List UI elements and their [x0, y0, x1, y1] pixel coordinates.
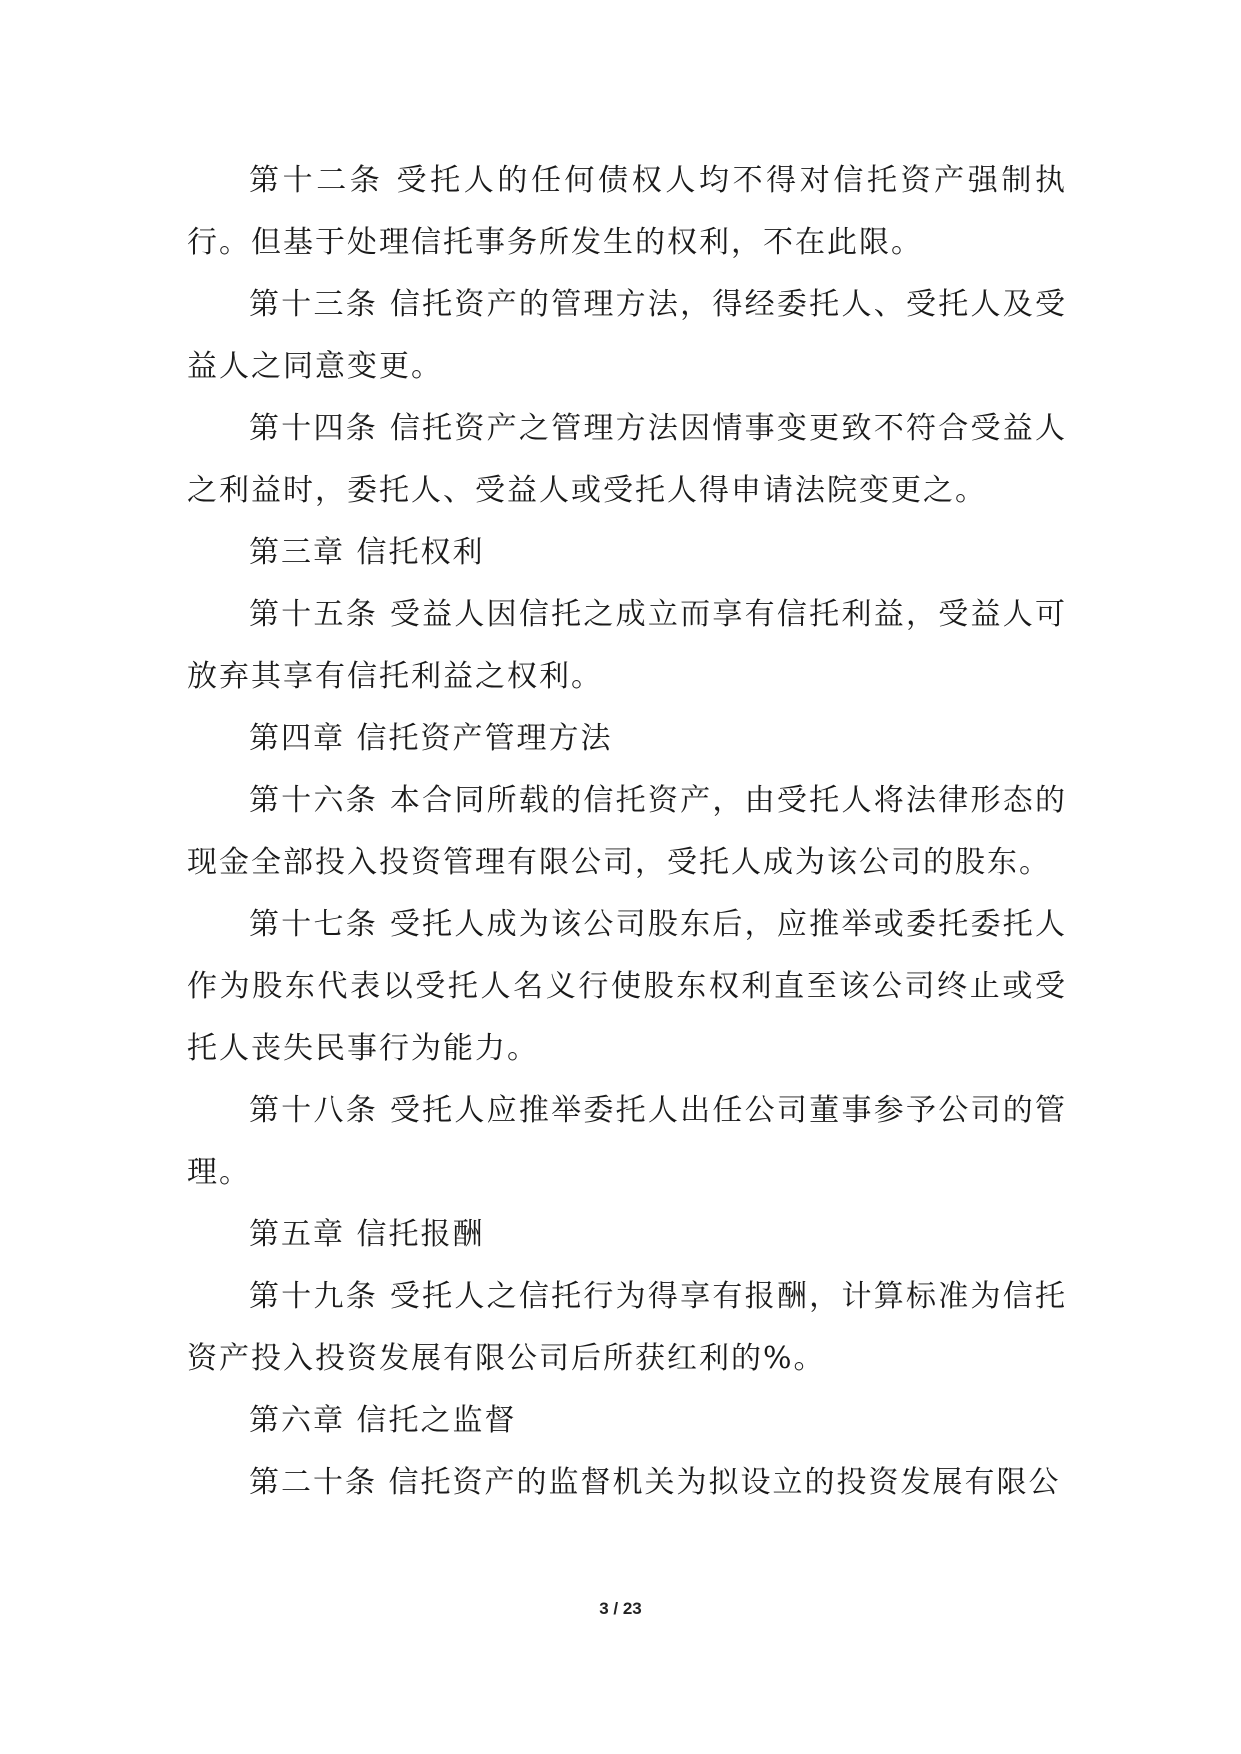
chapter-3-heading: 第三章 信托权利 [249, 535, 485, 570]
article-20: 第二十条 信托资产的监督机关为拟设立的投资发展有限公 [249, 1465, 1061, 1500]
article-18: 第十八条 受托人应推举委托人出任公司董事参予公司的管理。 [187, 1093, 1067, 1190]
article-12: 第十二条 受托人的任何债权人均不得对信托资产强制执行。但基于处理信托事务所发生的权利，不在此限。 [187, 163, 1067, 260]
article-17: 第十七条 受托人成为该公司股东后，应推举或委托委托人作为股东代表以受托人名义行使股东权利直至该公司终止或受托人丧失民事行为能力。 [187, 907, 1067, 1066]
article-14: 第十四条 信托资产之管理方法因情事变更致不符合受益人之利益时，委托人、受益人或受托人得申请法院变更之。 [187, 411, 1067, 508]
article-19: 第十九条 受托人之信托行为得享有报酬，计算标准为信托资产投入投资发展有限公司后所获红利的%。 [187, 1279, 1067, 1376]
article-15: 第十五条 受益人因信托之成立而享有信托利益，受益人可放弃其享有信托利益之权利。 [187, 597, 1067, 694]
document-body [187, 150, 1067, 1514]
article-16: 第十六条 本合同所载的信托资产，由受托人将法律形态的现金全部投入投资管理有限公司，受托人成为该公司的股东。 [187, 783, 1067, 880]
chapter-5-heading: 第五章 信托报酬 [249, 1217, 485, 1252]
chapter-6-heading: 第六章 信托之监督 [249, 1403, 517, 1438]
chapter-4-heading: 第四章 信托资产管理方法 [249, 721, 613, 756]
page-number: 3 / 23 [599, 1599, 642, 1618]
article-13: 第十三条 信托资产的管理方法，得经委托人、受托人及受益人之同意变更。 [187, 287, 1067, 384]
